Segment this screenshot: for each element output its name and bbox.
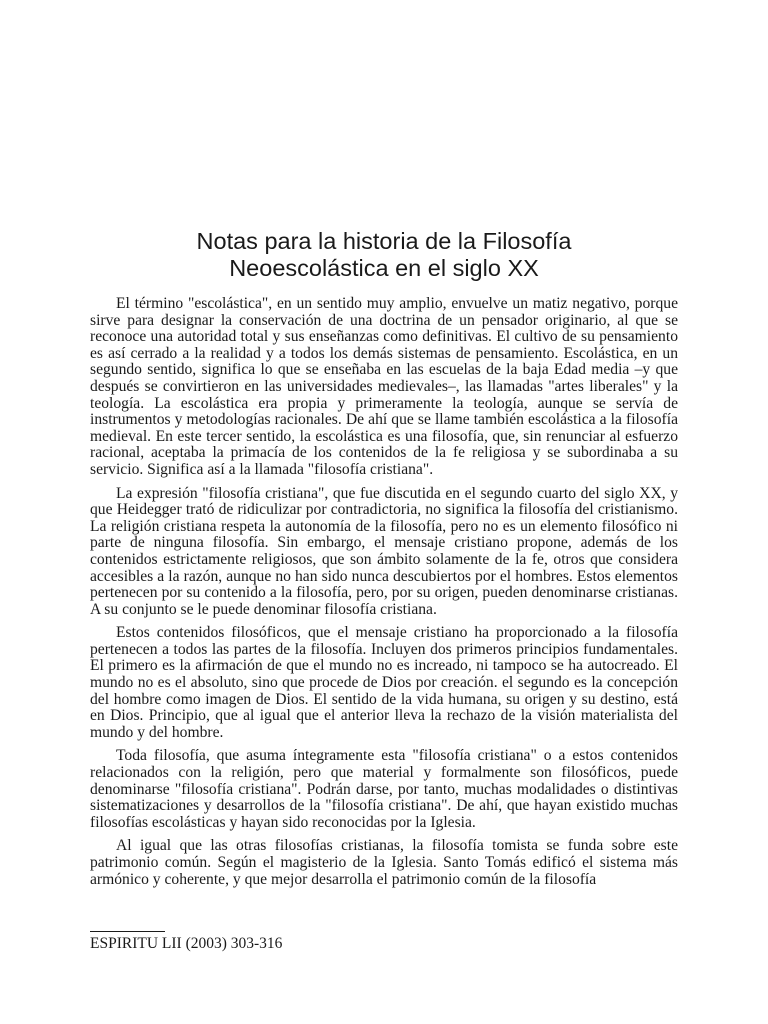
article-body — [90, 296, 678, 895]
journal-citation: ESPIRITU LII (2003) 303-316 — [90, 935, 283, 952]
body-paragraph-1: El término "escolástica", en un sentido muy amplio, envuelve un matiz negativo, porque sirve para designar la conservación de una doctrina de un pensador originario, al que se reconoce una autoridad total y sus enseñanzas como definitivas. El cultivo de su pensamiento es así cerrado a la realidad y a todos los demás sistemas de pensamiento. Escolástica, en un segundo sentido, significa lo que se enseñaba en las escuelas de la baja Edad media –y que después se convirtieron en las universidades medievales–, las llamadas "artes liberales" y la teología. La escolástica era propia y primeramente la teología, aunque se servía de instrumentos y metodologías racionales. De ahí que se llame también escolástica a la filosofía medieval. En este tercer sentido, la escolástica es una filosofía, que, sin renunciar al esfuerzo racional, aceptaba la primacía de los contenidos de la fe religiosa y se subordinaba a su servicio. Significa así a la llamada "filosofía cristiana". — [90, 295, 678, 478]
article-title-line-1: Notas para la historia de la Filosofía — [196, 228, 572, 254]
article-title — [90, 228, 678, 282]
body-paragraph-4: Toda filosofía, que asuma íntegramente esta "filosofía cristiana" o a estos contenidos relacionados con la religión, pero que material y formalmente son filosóficos, puede denominarse "filosofía cristiana". Podrán darse, por tanto, muchas modalidades o distintivas sistematizaciones y desarrollos de la "filosofía cristiana". De ahí, que hayan existido muchas filosofías escolásticas y hayan sido reconocidas por la Iglesia. — [90, 747, 678, 831]
body-paragraph-5: Al igual que las otras filosofías cristianas, la filosofía tomista se funda sobre este patrimonio común. Según el magisterio de la Iglesia. Santo Tomás edificó el sistema más armónico y coherente, y que mejor desarrolla el patrimonio común de la filosofía — [90, 837, 678, 888]
body-paragraph-3: Estos contenidos filosóficos, que el mensaje cristiano ha proporcionado a la filosofía pertenecen a todos las partes de la filosofía. Incluyen dos primeros principios fundamentales. El primero es la afirmación de que el mundo no es increado, ni tampoco se ha autocreado. El mundo no es el absoluto, sino que procede de Dios por creación. el segundo es la concepción del hombre como imagen de Dios. El sentido de la vida humana, su origen y su destino, está en Dios. Principio, que al igual que el anterior lleva la rechazo de la visión materialista del mundo y del hombre. — [90, 624, 678, 741]
footnote-separator-rule — [90, 931, 165, 932]
article-title-line-2: Neoescolástica en el siglo XX — [229, 255, 539, 281]
body-paragraph-2: La expresión "filosofía cristiana", que fue discutida en el segundo cuarto del siglo XX, y que Heidegger trató de ridiculizar por contradictoria, no significa la filosofía del cristianismo. La religión cristiana respeta la autonomía de la filosofía, pero no es un elemento filosófico ni parte de ninguna filosofía. Sin embargo, el mensaje cristiano propone, además de los contenidos estrictamente religiosos, que son ámbito solamente de la fe, otros que considera accesibles a la razón, aunque no han sido nunca descubiertos por el hombres. Estos elementos pertenecen por su contenido a la filosofía, pero, por su origen, pueden denominarse cristianas. A su conjunto se le puede denominar filosofía cristiana. — [90, 484, 678, 618]
